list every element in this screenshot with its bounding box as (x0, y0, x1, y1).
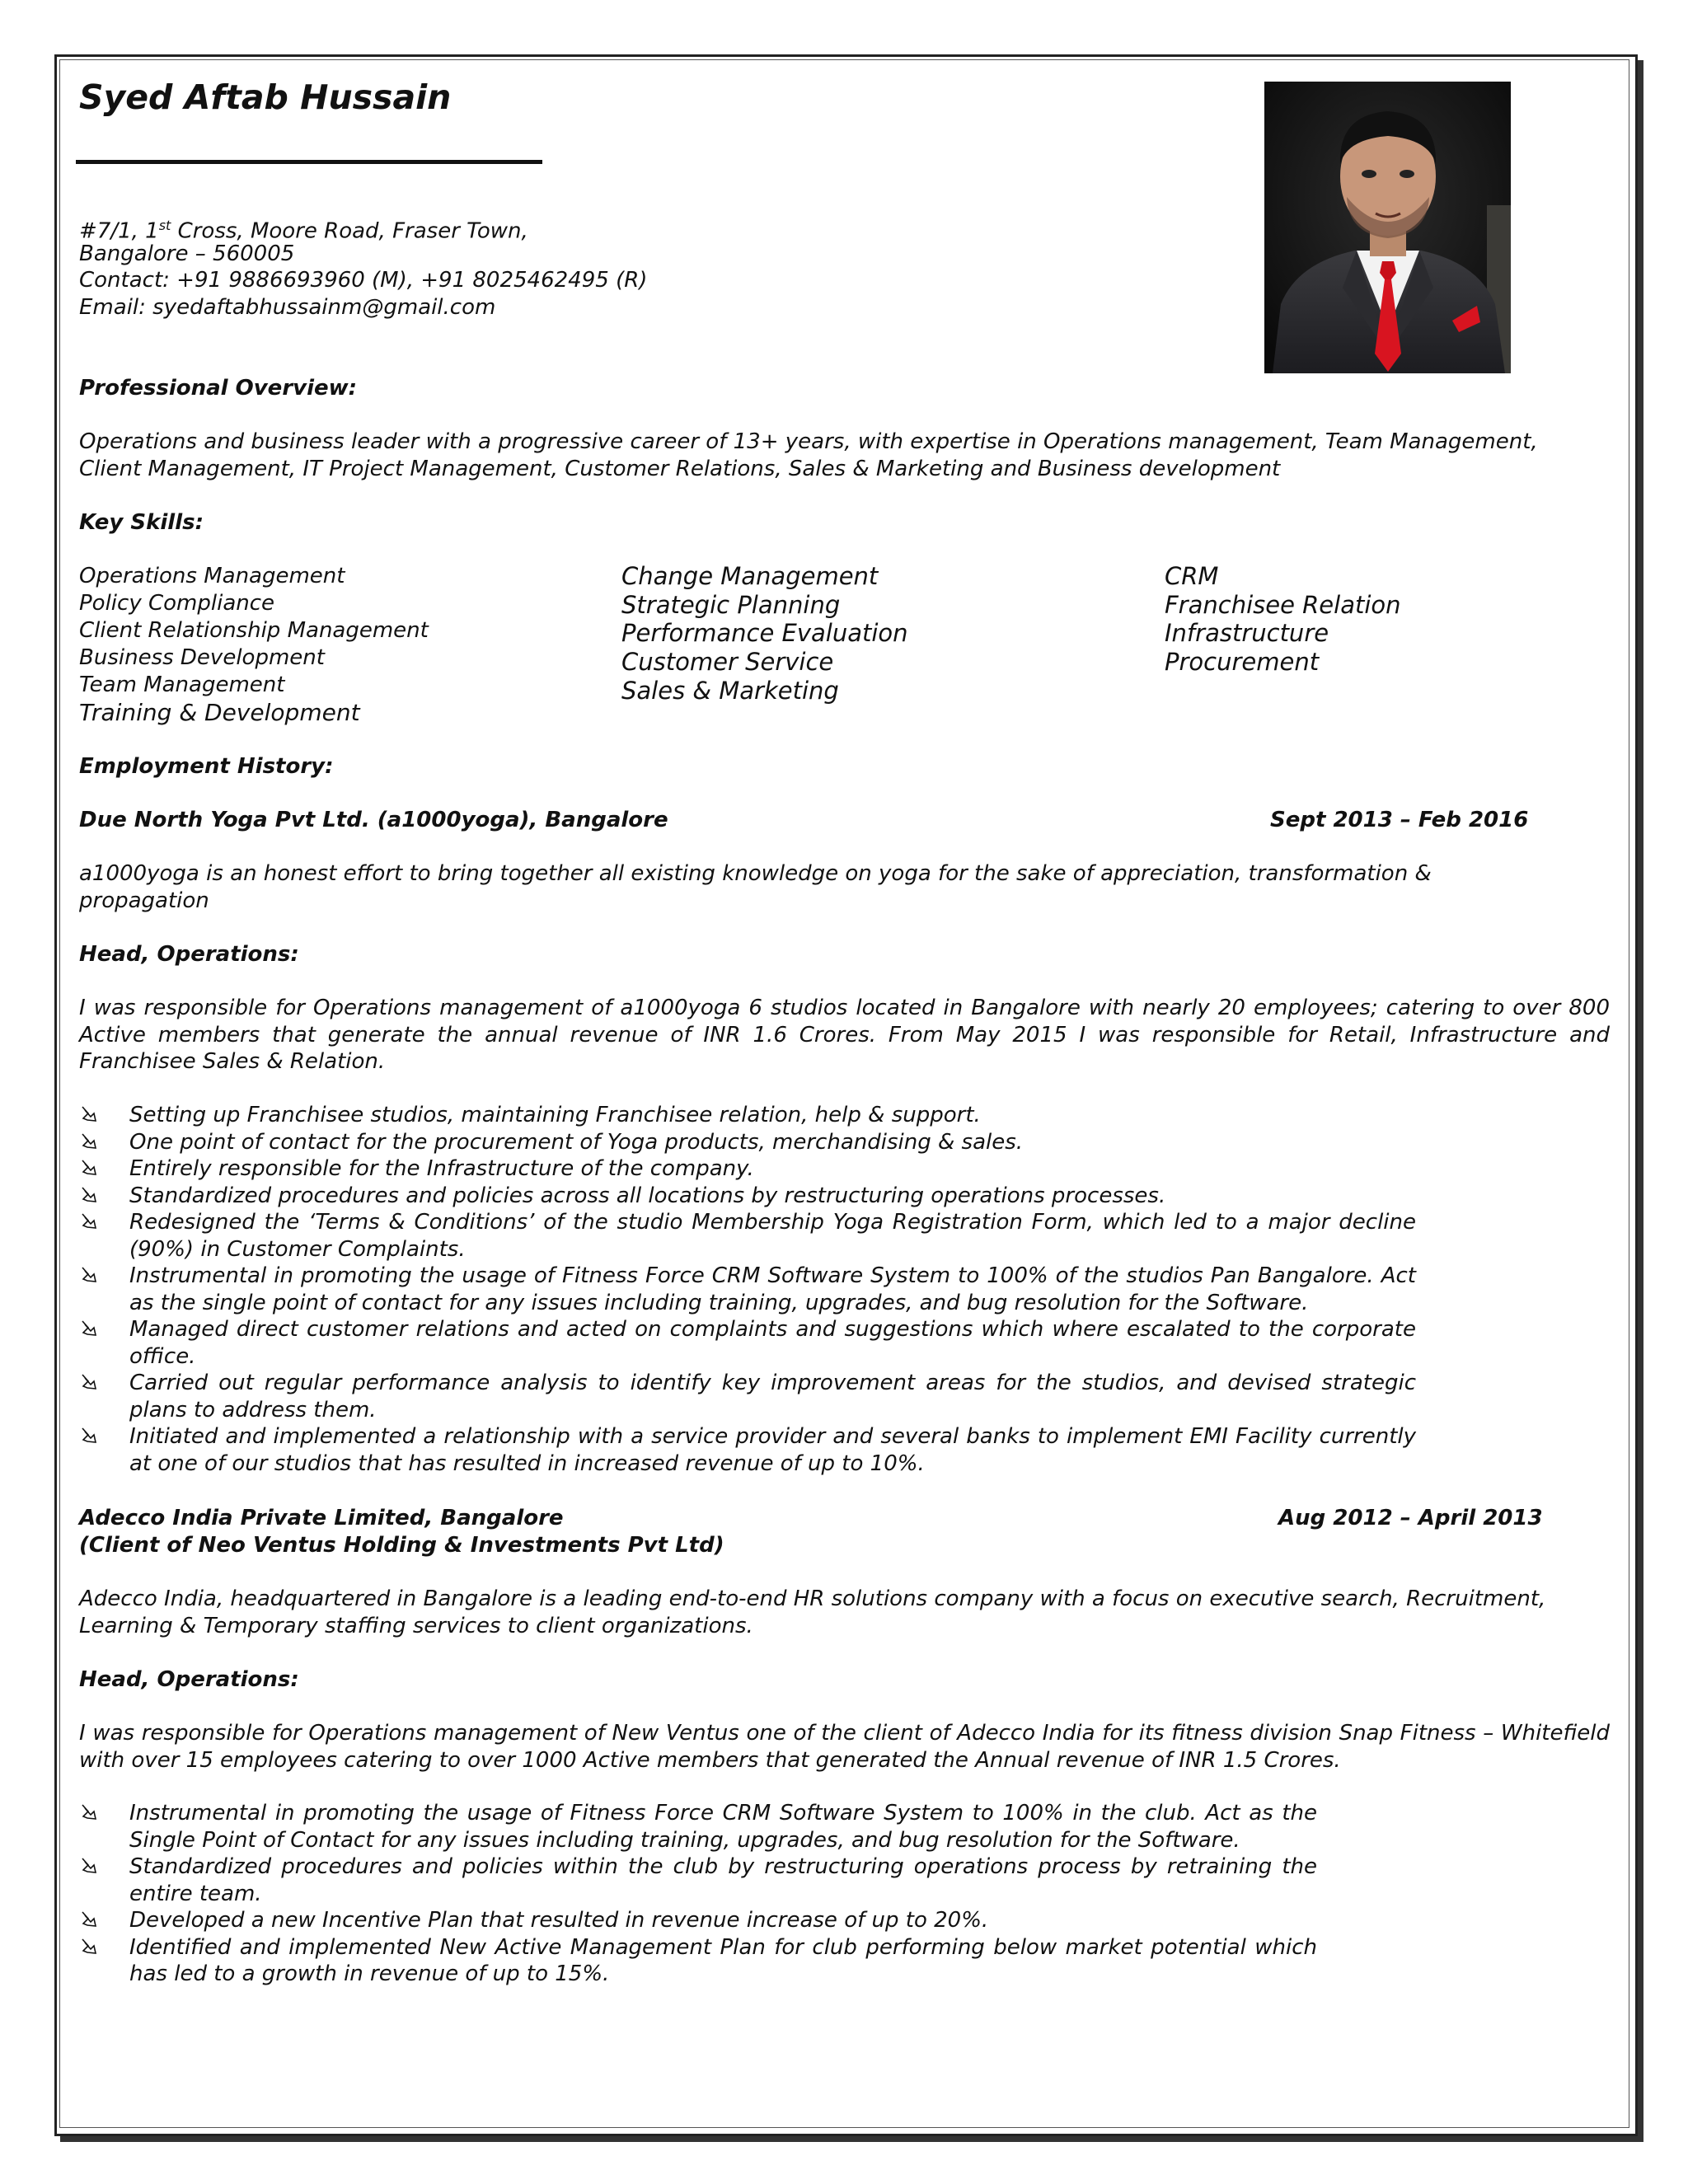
arrow-bullet-icon (79, 1423, 99, 1448)
name-underline (76, 160, 542, 164)
skill-item: CRM (1165, 562, 1219, 590)
job2-summary: I was responsible for Operations management of New Ventus one of the client of Adecco India for its fitness division Snap Fitness – Whitefield with over 15 employees catering to over 1000 Active members that generated the Annual revenue of INR 1.5 Crores. (79, 1721, 1610, 1773)
profile-photo-image (1264, 82, 1511, 373)
email-line: Email: syedaftabhussainm@gmail.com (79, 295, 496, 320)
list-item (79, 1423, 1416, 1477)
list-item (79, 1907, 1317, 1934)
job1-responsibilities (79, 1102, 1416, 1477)
contact-line: Contact: +91 9886693960 (M), +91 8025462495 (R) (79, 268, 648, 293)
bullet-text: Standardized procedures and policies across all locations by restructuring operations processes. (129, 1183, 1166, 1208)
skill-item: Team Management (79, 673, 285, 697)
list-item (79, 1934, 1317, 1988)
skills-column-2 (621, 562, 908, 705)
bullet-text: Setting up Franchisee studios, maintaining Franchisee relation, help & support. (129, 1103, 981, 1127)
skill-item: Policy Compliance (79, 591, 275, 616)
job1-company: Due North Yoga Pvt Ltd. (a1000yoga), Bangalore (79, 808, 668, 832)
address-prefix: #7/1, 1 (79, 218, 159, 244)
bullet-text: Standardized procedures and policies within the club by restructuring operations process by retraining the entire team. (129, 1854, 1317, 1906)
skills-column-1 (79, 563, 429, 726)
arrow-bullet-icon (79, 1907, 99, 1932)
arrow-bullet-icon (79, 1209, 99, 1234)
bullet-text: Initiated and implemented a relationship with a service provider and several banks to implement EMI Facility currently at one of our studios that has resulted in increased revenue of up to 10%. (129, 1424, 1416, 1476)
overview-text-line2: Client Management, IT Project Management, Customer Relations, Sales & Marketing and Business development (79, 457, 1281, 481)
profile-photo (1264, 82, 1511, 373)
candidate-name: Syed Aftab Hussain (79, 77, 452, 117)
list-item (79, 1854, 1317, 1907)
address-superscript: st (158, 218, 171, 233)
skills-heading: Key Skills: (79, 510, 204, 535)
overview-heading: Professional Overview: (79, 376, 358, 401)
list-item (79, 1209, 1416, 1263)
bullet-text: Instrumental in promoting the usage of Fitness Force CRM Software System to 100% in the club. Act as the Single Point of Contact for any issues including training, upgrades, and bug resolution for the Software. (129, 1801, 1317, 1853)
job1-summary: I was responsible for Operations management of a1000yoga 6 studios located in Bangalore with nearly 20 employees; catering to over 800 Active members that generate the annual revenue of INR 1.6 Crores. From May 2015 I was responsible for Retail, Infrastructure and Franchisee Sales & Relation. (79, 996, 1610, 1074)
job1-dates: Sept 2013 – Feb 2016 (1270, 808, 1529, 832)
list-item (79, 1102, 1416, 1129)
arrow-bullet-icon (79, 1102, 99, 1127)
job1-about-line1: a1000yoga is an honest effort to bring together all existing knowledge on yoga for the sake of appreciation, transformation & (79, 861, 1432, 886)
skills-column-3 (1165, 562, 1401, 677)
arrow-bullet-icon (79, 1800, 99, 1825)
list-item (79, 1155, 1416, 1183)
job2-dates: Aug 2012 – April 2013 (1278, 1506, 1543, 1530)
skill-item: Performance Evaluation (621, 619, 908, 648)
address-suffix: Cross, Moore Road, Fraser Town, (171, 218, 528, 244)
list-item (79, 1800, 1317, 1854)
list-item (79, 1183, 1416, 1210)
bullet-text: Entirely responsible for the Infrastructure of the company. (129, 1156, 754, 1181)
skill-item: Operations Management (79, 564, 345, 588)
job1-role: Head, Operations: (79, 942, 299, 967)
list-item (79, 1129, 1416, 1156)
bullet-text: Managed direct customer relations and acted on complaints and suggestions which where escalated to the corporate office. (129, 1317, 1416, 1369)
arrow-bullet-icon (79, 1183, 99, 1207)
skill-item: Training & Development (79, 699, 360, 726)
skill-item: Procurement (1165, 648, 1320, 677)
job2-client: (Client of Neo Ventus Holding & Investments Pvt Ltd) (79, 1533, 724, 1558)
bullet-text: Instrumental in promoting the usage of Fitness Force CRM Software System to 100% of the studios Pan Bangalore. Act as the single point of contact for any issues including training, upgrades, and bug resolution for the Software. (129, 1263, 1416, 1315)
skill-item: Client Relationship Management (79, 618, 429, 643)
job2-about-line2: Learning & Temporary staffing services to client organizations. (79, 1614, 753, 1638)
list-item (79, 1370, 1416, 1423)
skill-item: Sales & Marketing (621, 676, 839, 705)
list-item (79, 1263, 1416, 1316)
list-item (79, 1316, 1416, 1370)
bullet-text: Redesigned the ‘Terms & Conditions’ of the studio Membership Yoga Registration Form, which led to a major decline (90%) in Customer Complaints. (129, 1210, 1416, 1262)
arrow-bullet-icon (79, 1370, 99, 1394)
bullet-text: Identified and implemented New Active Management Plan for club performing below market potential which has led to a growth in revenue of up to 15%. (129, 1934, 1317, 1986)
arrow-bullet-icon (79, 1263, 99, 1287)
job2-responsibilities (79, 1800, 1317, 1988)
employment-heading: Employment History: (79, 754, 334, 779)
skill-item: Change Management (621, 562, 879, 590)
city-line: Bangalore – 560005 (79, 241, 295, 266)
skill-item: Business Development (79, 645, 325, 670)
job1-about-line2: propagation (79, 888, 209, 913)
arrow-bullet-icon (79, 1129, 99, 1154)
job2-role: Head, Operations: (79, 1667, 299, 1692)
bullet-text: One point of contact for the procurement of Yoga products, merchandising & sales. (129, 1129, 1024, 1155)
bullet-text: Developed a new Incentive Plan that resulted in revenue increase of up to 20%. (129, 1908, 989, 1933)
job2-about-line1: Adecco India, headquartered in Bangalore is a leading end-to-end HR solutions company with a focus on executive search, Recruitment, (79, 1586, 1546, 1611)
skill-item: Franchisee Relation (1165, 590, 1401, 619)
skill-item: Infrastructure (1165, 619, 1329, 648)
bullet-text: Carried out regular performance analysis to identify key improvement areas for the studios, and devised strategic plans to address them. (129, 1371, 1416, 1422)
arrow-bullet-icon (79, 1934, 99, 1959)
arrow-bullet-icon (79, 1854, 99, 1878)
skill-item: Strategic Planning (621, 590, 841, 619)
skill-item: Customer Service (621, 648, 834, 677)
arrow-bullet-icon (79, 1316, 99, 1341)
overview-text-line1: Operations and business leader with a progressive career of 13+ years, with expertise in Operations management, Team Management, (79, 429, 1538, 454)
job2-company: Adecco India Private Limited, Bangalore (79, 1506, 564, 1530)
arrow-bullet-icon (79, 1155, 99, 1180)
